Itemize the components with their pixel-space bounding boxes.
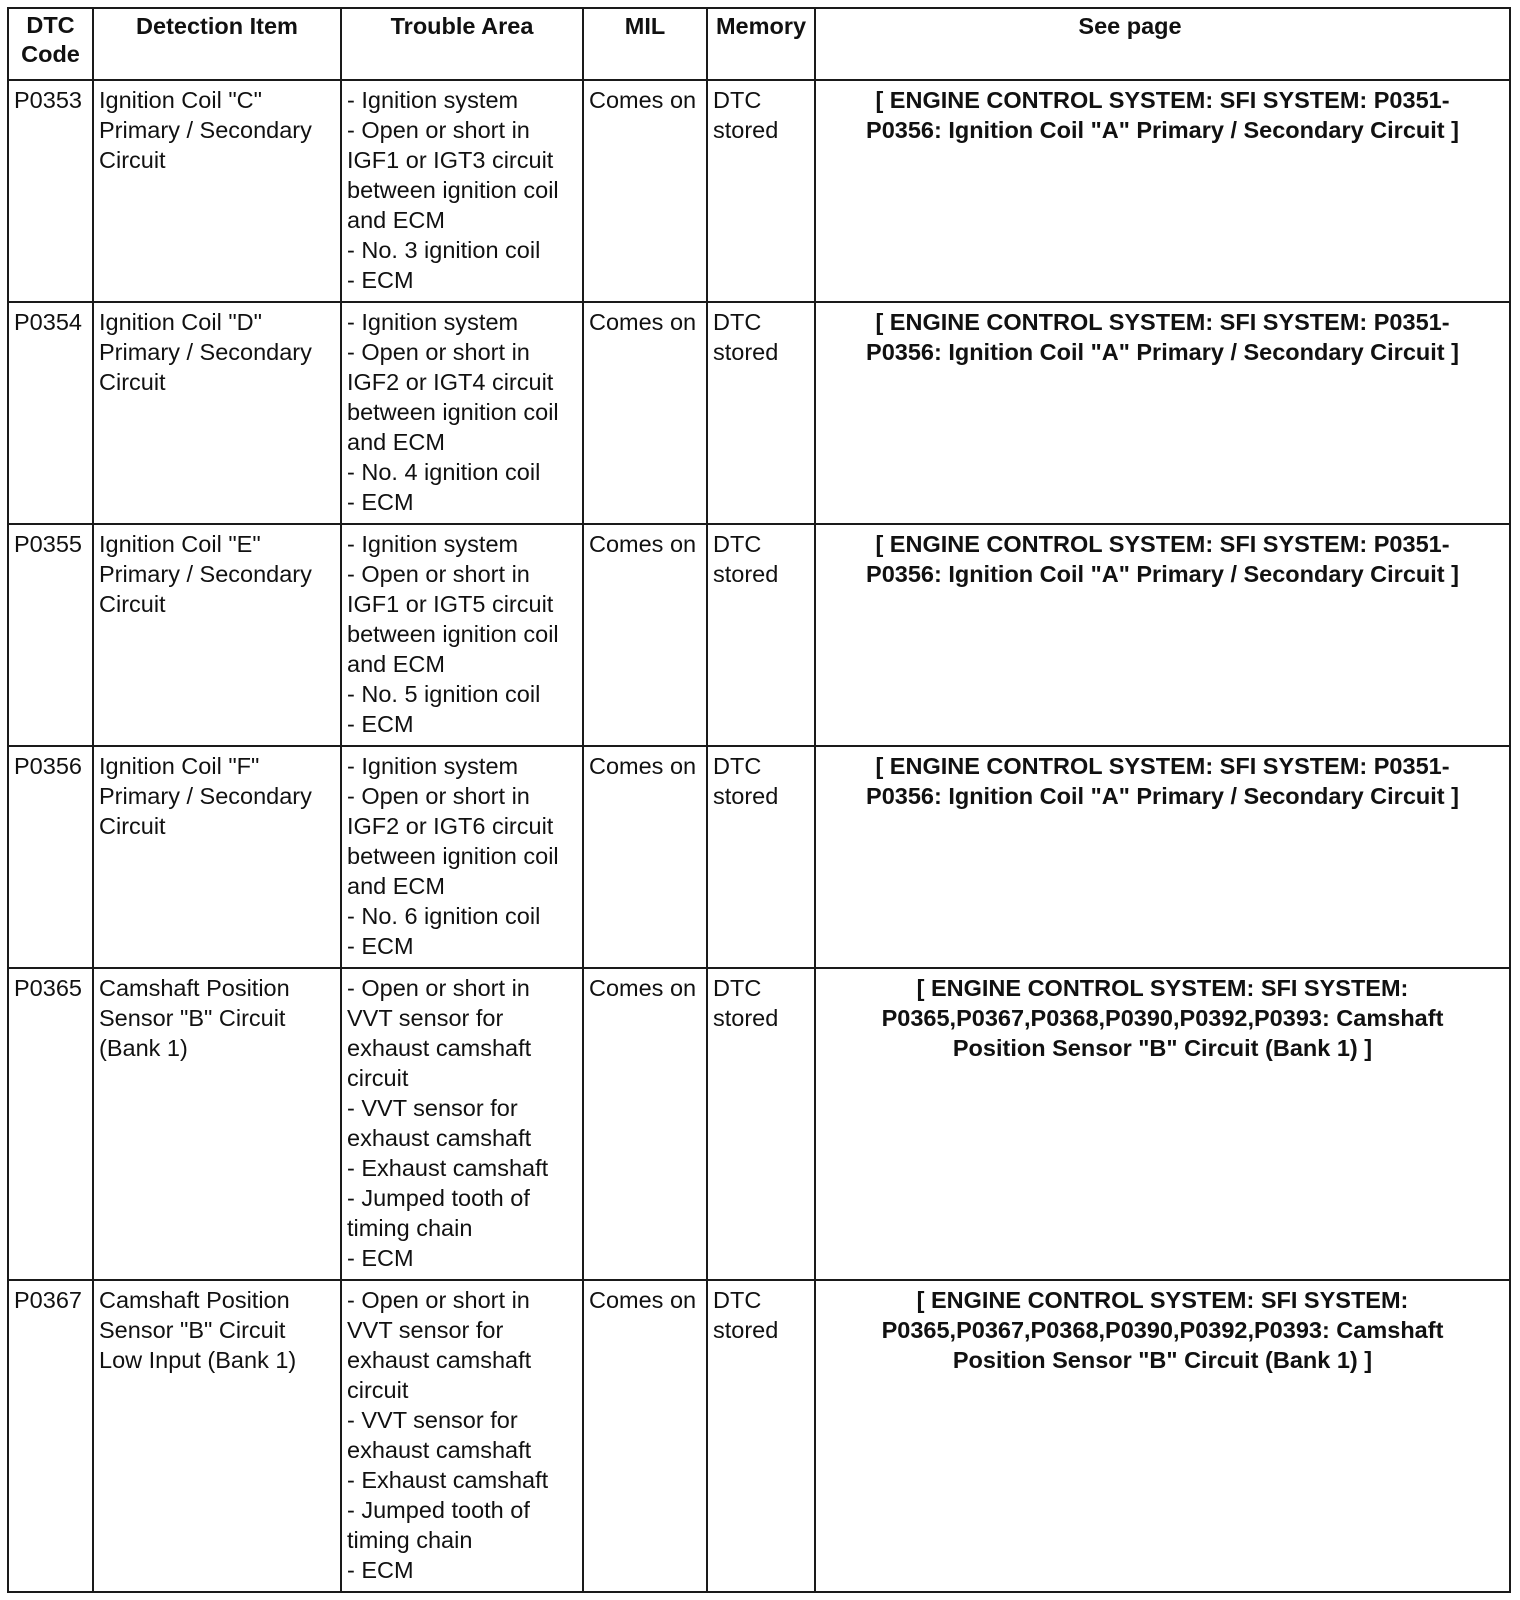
trouble-area-cell — [341, 1280, 583, 1592]
table-row — [8, 968, 1510, 1280]
trouble-area-line: - Exhaust camshaft — [347, 1467, 549, 1493]
memory-cell: DTC stored — [707, 524, 815, 746]
trouble-area-line: - Jumped tooth of timing chain — [347, 1497, 530, 1553]
table-row — [8, 80, 1510, 302]
trouble-area-line: - ECM — [347, 1557, 414, 1583]
table-row — [8, 1280, 1510, 1592]
detection-item-cell: Ignition Coil "C" Primary / Secondary Circuit — [93, 80, 341, 302]
dtc-code-cell: P0353 — [8, 80, 93, 302]
trouble-area-line: - VVT sensor for exhaust camshaft — [347, 1407, 532, 1463]
header-see-page: See page — [815, 8, 1510, 80]
see-page-cell: [ ENGINE CONTROL SYSTEM: SFI SYSTEM: P0365,P0367,P0368,P0390,P0392,P0393: Camshaft Position Sensor "B" Circuit (Bank 1) ] — [815, 968, 1510, 1280]
trouble-area-cell — [341, 524, 583, 746]
dtc-code-cell: P0356 — [8, 746, 93, 968]
trouble-area-line: - Open or short in IGF1 or IGT5 circuit between ignition coil and ECM — [347, 561, 559, 677]
trouble-area-line: - ECM — [347, 489, 414, 515]
see-page-cell: [ ENGINE CONTROL SYSTEM: SFI SYSTEM: P0351-P0356: Ignition Coil "A" Primary / Secondary Circuit ] — [815, 302, 1510, 524]
table-row — [8, 524, 1510, 746]
header-dtc-code — [8, 8, 93, 80]
header-trouble-area: Trouble Area — [341, 8, 583, 80]
trouble-area-line: - Open or short in VVT sensor for exhaust camshaft circuit — [347, 975, 532, 1091]
trouble-area-line: - Open or short in IGF2 or IGT4 circuit between ignition coil and ECM — [347, 339, 559, 455]
mil-cell: Comes on — [583, 80, 707, 302]
mil-cell: Comes on — [583, 302, 707, 524]
trouble-area-line: - No. 3 ignition coil — [347, 237, 541, 263]
detection-item-cell: Ignition Coil "D" Primary / Secondary Circuit — [93, 302, 341, 524]
memory-cell: DTC stored — [707, 1280, 815, 1592]
trouble-area-line: - Open or short in VVT sensor for exhaust camshaft circuit — [347, 1287, 532, 1403]
see-page-cell: [ ENGINE CONTROL SYSTEM: SFI SYSTEM: P0351-P0356: Ignition Coil "A" Primary / Secondary Circuit ] — [815, 746, 1510, 968]
header-row — [8, 8, 1510, 80]
memory-cell: DTC stored — [707, 80, 815, 302]
detection-item-cell: Camshaft Position Sensor "B" Circuit Low Input (Bank 1) — [93, 1280, 341, 1592]
trouble-area-line: - ECM — [347, 267, 414, 293]
trouble-area-line: - Ignition system — [347, 753, 519, 779]
trouble-area-line: - No. 4 ignition coil — [347, 459, 541, 485]
detection-item-cell: Camshaft Position Sensor "B" Circuit (Bank 1) — [93, 968, 341, 1280]
trouble-area-line: - ECM — [347, 933, 414, 959]
trouble-area-line: - VVT sensor for exhaust camshaft — [347, 1095, 532, 1151]
trouble-area-line: - No. 6 ignition coil — [347, 903, 541, 929]
table-row — [8, 746, 1510, 968]
mil-cell: Comes on — [583, 524, 707, 746]
header-mil: MIL — [583, 8, 707, 80]
mil-cell: Comes on — [583, 968, 707, 1280]
dtc-code-cell: P0367 — [8, 1280, 93, 1592]
header-memory: Memory — [707, 8, 815, 80]
dtc-table — [7, 7, 1511, 1593]
see-page-cell: [ ENGINE CONTROL SYSTEM: SFI SYSTEM: P0365,P0367,P0368,P0390,P0392,P0393: Camshaft Position Sensor "B" Circuit (Bank 1) ] — [815, 1280, 1510, 1592]
dtc-code-cell: P0355 — [8, 524, 93, 746]
detection-item-cell: Ignition Coil "E" Primary / Secondary Circuit — [93, 524, 341, 746]
header-detection-item: Detection Item — [93, 8, 341, 80]
trouble-area-line: - No. 5 ignition coil — [347, 681, 541, 707]
memory-cell: DTC stored — [707, 968, 815, 1280]
trouble-area-line: - Jumped tooth of timing chain — [347, 1185, 530, 1241]
see-page-cell: [ ENGINE CONTROL SYSTEM: SFI SYSTEM: P0351-P0356: Ignition Coil "A" Primary / Secondary Circuit ] — [815, 80, 1510, 302]
trouble-area-cell — [341, 302, 583, 524]
trouble-area-line: - Ignition system — [347, 87, 519, 113]
detection-item-cell: Ignition Coil "F" Primary / Secondary Circuit — [93, 746, 341, 968]
trouble-area-line: - Open or short in IGF1 or IGT3 circuit between ignition coil and ECM — [347, 117, 559, 233]
trouble-area-cell — [341, 968, 583, 1280]
memory-cell: DTC stored — [707, 302, 815, 524]
table-header — [8, 8, 1510, 80]
table-body — [8, 80, 1510, 1592]
trouble-area-line: - ECM — [347, 711, 414, 737]
memory-cell: DTC stored — [707, 746, 815, 968]
dtc-code-cell: P0354 — [8, 302, 93, 524]
header-dtc-code-line1: DTC — [26, 12, 75, 38]
trouble-area-line: - Ignition system — [347, 309, 519, 335]
trouble-area-line: - Open or short in IGF2 or IGT6 circuit between ignition coil and ECM — [347, 783, 559, 899]
table-row — [8, 302, 1510, 524]
dtc-code-cell: P0365 — [8, 968, 93, 1280]
header-dtc-code-line2: Code — [21, 41, 80, 67]
trouble-area-line: - ECM — [347, 1245, 414, 1271]
trouble-area-line: - Ignition system — [347, 531, 519, 557]
trouble-area-line: - Exhaust camshaft — [347, 1155, 549, 1181]
trouble-area-cell — [341, 80, 583, 302]
trouble-area-cell — [341, 746, 583, 968]
mil-cell: Comes on — [583, 746, 707, 968]
mil-cell: Comes on — [583, 1280, 707, 1592]
see-page-cell: [ ENGINE CONTROL SYSTEM: SFI SYSTEM: P0351-P0356: Ignition Coil "A" Primary / Secondary Circuit ] — [815, 524, 1510, 746]
